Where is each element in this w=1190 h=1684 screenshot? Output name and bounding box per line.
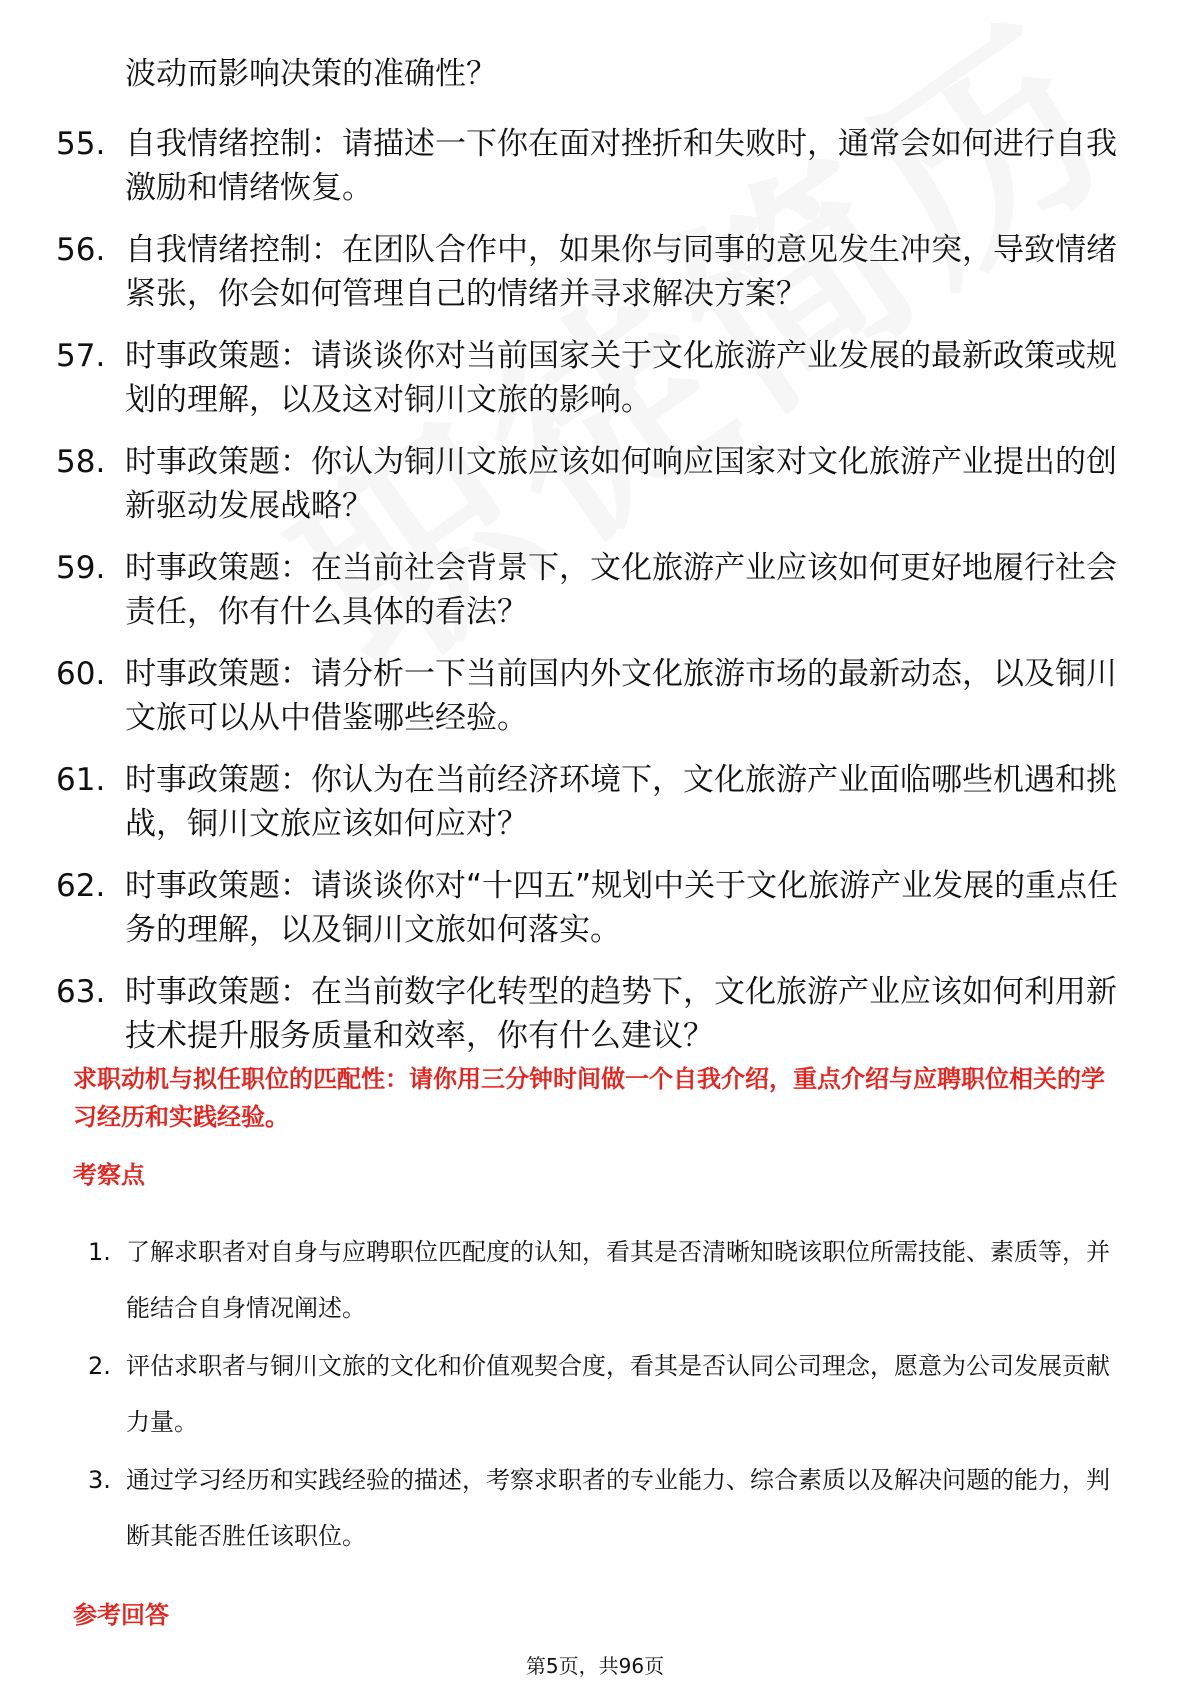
point-text: 评估求职者与铜川文旅的文化和价值观契合度，看其是否认同公司理念，愿意为公司发展贡献力量。 <box>126 1352 1110 1436</box>
question-text: 时事政策题：在当前数字化转型的趋势下，文化旅游产业应该如何利用新技术提升服务质量和效率，你有什么建议？ <box>125 974 1117 1054</box>
question-item <box>56 864 1136 952</box>
question-number: 59. <box>56 550 106 586</box>
question-number: 58. <box>56 444 106 480</box>
question-text: 自我情绪控制：请描述一下你在面对挫折和失败时，通常会如何进行自我激励和情绪恢复。 <box>125 126 1117 206</box>
question-number: 63. <box>56 974 106 1010</box>
cankao-heading: 参考回答 <box>73 1601 169 1629</box>
question-number: 62. <box>56 868 106 904</box>
kaochadian-list <box>88 1224 1128 1566</box>
point-number: 3. <box>88 1466 111 1494</box>
list-item <box>88 1338 1128 1450</box>
question-item <box>56 440 1136 528</box>
list-item <box>88 1452 1128 1564</box>
continuation-text: 波动而影响决策的准确性？ <box>125 56 497 92</box>
point-text: 通过学习经历和实践经验的描述，考察求职者的专业能力、综合素质以及解决问题的能力，判断其能否胜任该职位。 <box>126 1466 1110 1550</box>
question-item <box>56 546 1136 634</box>
question-list <box>56 52 1136 1076</box>
question-text: 自我情绪控制：在团队合作中，如果你与同事的意见发生冲突，导致情绪紧张，你会如何管理自己的情绪并寻求解决方案？ <box>125 232 1117 312</box>
point-number: 2. <box>88 1352 111 1380</box>
kaochadian-heading: 考察点 <box>73 1161 145 1189</box>
question-number: 57. <box>56 338 106 374</box>
question-text: 时事政策题：请分析一下当前国内外文化旅游市场的最新动态，以及铜川文旅可以从中借鉴哪些经验。 <box>125 656 1117 736</box>
point-text: 了解求职者对自身与应聘职位匹配度的认知，看其是否清晰知晓该职位所需技能、素质等，并能结合自身情况阐述。 <box>126 1238 1110 1322</box>
question-text: 时事政策题：在当前社会背景下，文化旅游产业应该如何更好地履行社会责任，你有什么具体的看法？ <box>125 550 1117 630</box>
question-number: 55. <box>56 126 106 162</box>
question-text: 时事政策题：请谈谈你对“十四五”规划中关于文化旅游产业发展的重点任务的理解，以及铜川文旅如何落实。 <box>125 868 1119 948</box>
point-number: 1. <box>88 1238 111 1266</box>
question-item <box>56 970 1136 1058</box>
question-number: 60. <box>56 656 106 692</box>
section-question: 求职动机与拟任职位的匹配性：请你用三分钟时间做一个自我介绍，重点介绍与应聘职位相关的学习经历和实践经验。 <box>73 1065 1105 1131</box>
question-number: 61. <box>56 762 106 798</box>
question-item <box>56 122 1136 210</box>
page-footer: 第5页，共96页 <box>525 1654 665 1678</box>
question-item <box>56 758 1136 846</box>
question-item <box>56 334 1136 422</box>
question-text: 时事政策题：请谈谈你对当前国家关于文化旅游产业发展的最新政策或规划的理解，以及这对铜川文旅的影响。 <box>125 338 1117 418</box>
question-number: 56. <box>56 232 106 268</box>
question-text: 时事政策题：你认为铜川文旅应该如何响应国家对文化旅游产业提出的创新驱动发展战略？ <box>125 444 1117 524</box>
question-item <box>56 228 1136 316</box>
question-item <box>56 652 1136 740</box>
list-item <box>88 1224 1128 1336</box>
question-text: 时事政策题：你认为在当前经济环境下，文化旅游产业面临哪些机遇和挑战，铜川文旅应该如何应对？ <box>125 762 1117 842</box>
